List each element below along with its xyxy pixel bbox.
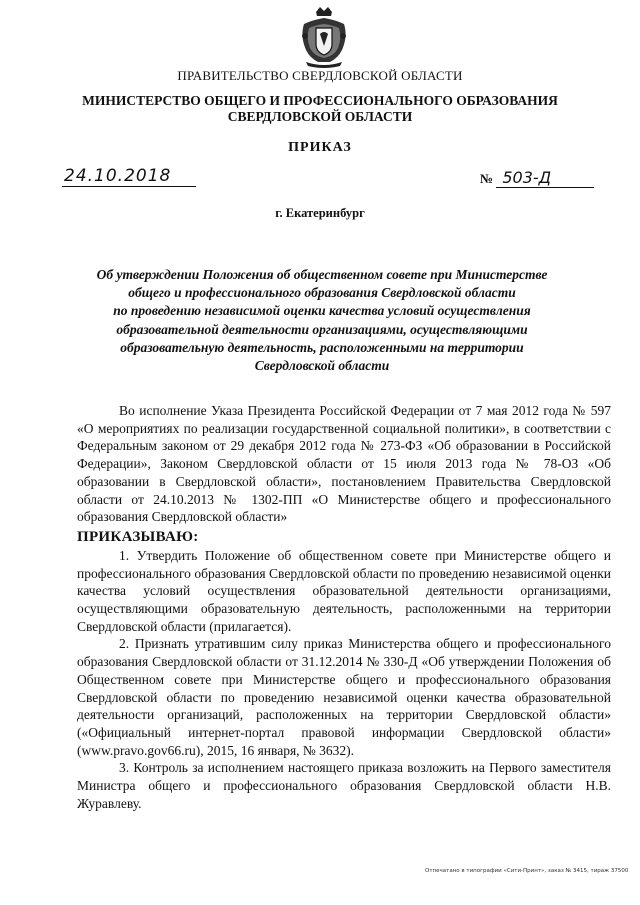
document-type: ПРИКАЗ [288,140,352,155]
order-subject [72,266,572,375]
decree-word: ПРИКАЗЫВАЮ: [77,528,199,545]
subject-line: образовательной деятельности организациями, осуществляющими [116,321,528,337]
order-item-1: 1. Утвердить Положение об общественном совете при Министерстве общего и профессионального образования Свердловской области по проведению независимой оценки качества условий осуществления образовательной деятельности организациями, осуществляющими образовательную деятельность, расположенными на территории Свердловской области (прилагается). [77,547,611,634]
government-name: ПРАВИТЕЛЬСТВО СВЕРДЛОВСКОЙ ОБЛАСТИ [177,68,463,83]
subject-line: Об утверждении Положения об общественном совете при Министерстве [96,267,548,282]
order-body [77,402,611,812]
city: г. Екатеринбург [275,206,365,220]
order-number [480,168,594,188]
order-item-2: 2. Признать утратившим силу приказ Министерства общего и профессионального образования Свердловской области от 31.12.2014 № 330-Д «Об утверждении Положения об Общественном совете при Министерстве общего и профессионального образования Свердловской области по проведению независимой оценки качества образовательной деятельности организаций, расположенных на территории Свердловской области» («Официальный интернет-портал правовой информации Свердловской области» (www.pravo.gov66.ru), 2015, 16 января, № 3632). [77,636,611,758]
ministry-line-2: СВЕРДЛОВСКОЙ ОБЛАСТИ [227,109,413,124]
preamble-paragraph: Во исполнение Указа Президента Российской Федерации от 7 мая 2012 года № 597 «О мероприятиях по реализации государственной социальной политики», в соответствии с Федеральным законом от 29 декабря 2012 года № 273-ФЗ «Об образовании в Российской Федерации», Законом Свердловской области от 15 июля 2013 года № 78-ОЗ «Об образовании в Свердловской области», постановлением Правительства Свердловской области от 24.10.2013 № 1302-ПП «О Министерстве общего и профессионального образования Свердловской области» [77,403,611,525]
subject-line: общего и профессионального образования Свердловской области [128,285,516,301]
subject-line: по проведению независимой оценки качества условий осуществления [113,303,531,319]
number-label: № [480,171,494,186]
order-date: 24.10.2018 [62,166,196,187]
order-item-3: 3. Контроль за исполнением настоящего приказа возложить на Первого заместителя Министра общего и профессионального образования Свердловской области Н.В. Журавлеву. [77,760,611,811]
ministry-line-1: МИНИСТЕРСТВО ОБЩЕГО И ПРОФЕССИОНАЛЬНОГО ОБРАЗОВАНИЯ [82,93,558,108]
ministry-name [0,93,640,125]
print-note: Отпечатано в типографии «Сити-Принт», заказ № 3415, тираж 37500 [425,868,629,874]
number-value: 503-Д [496,168,594,188]
subject-line: образовательную деятельность, расположенными на территории [120,339,524,355]
coat-of-arms-icon [296,6,352,68]
subject-line: Свердловской области [254,358,390,374]
